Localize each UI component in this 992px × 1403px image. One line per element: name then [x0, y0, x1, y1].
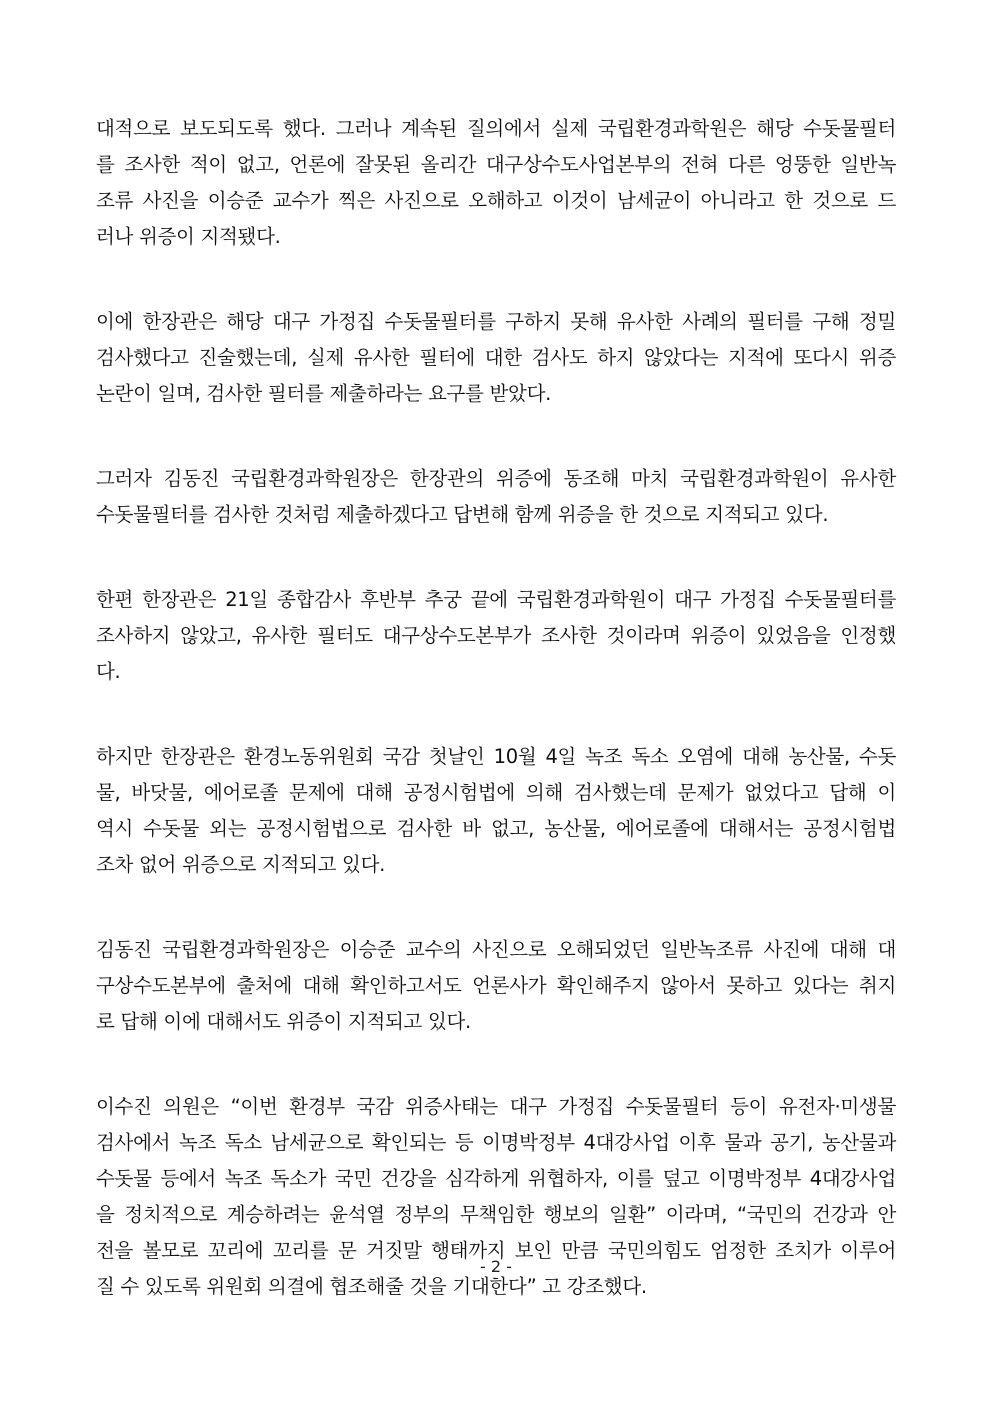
text-line: 검사했다고 진술했는데, 실제 유사한 필터에 대한 검사도 하지 않았다는 지적에 또다시 위증 [96, 346, 896, 369]
text-line: 구상수도본부에 출처에 대해 확인하고서도 언론사가 확인해주지 않아서 못하고 있다는 취지 [96, 974, 896, 997]
text-line: 질 수 있도록 위원회 의결에 협조해줄 것을 기대한다” 고 강조했다. [96, 1275, 647, 1298]
text-line: 하지만 한장관은 환경노동위원회 국감 첫날인 10월 4일 녹조 독소 오염에 대해 농산물, 수돗 [96, 745, 896, 768]
text-line: 검사에서 녹조 독소 남세균으로 확인되는 등 이명박정부 4대강사업 이후 물과 공기, 농산물과 [96, 1131, 896, 1154]
text-line: 을 정치적으로 계승하려는 윤석열 정부의 무책임한 행보의 일환” 이라며, “국민의 건강과 안 [96, 1203, 896, 1226]
text-line: 수돗물 등에서 녹조 독소가 국민 건강을 심각하게 위협하자, 이를 덮고 이명박정부 4대강사업 [96, 1167, 896, 1190]
text-line: 전을 볼모로 꼬리에 꼬리를 문 거짓말 행태까지 보인 만큼 국민의힘도 엄정한 조치가 이루어 [96, 1239, 896, 1262]
text-line: 대적으로 보도되도록 했다. 그러나 계속된 질의에서 실제 국립환경과학원은 해당 수돗물필터 [96, 117, 896, 140]
text-line: 수돗물필터를 검사한 것처럼 제출하겠다고 답변해 함께 위증을 한 것으로 지적되고 있다. [96, 503, 829, 526]
text-line: 김동진 국립환경과학원장은 이승준 교수의 사진으로 오해되었던 일반녹조류 사진에 대해 대 [96, 938, 896, 961]
text-line: 다. [96, 660, 121, 683]
text-line: 러나 위증이 지적됐다. [96, 225, 281, 248]
text-line: 조차 없어 위증으로 지적되고 있다. [96, 853, 386, 876]
body-text [96, 111, 896, 1354]
text-line: 한편 한장관은 21일 종합감사 후반부 추궁 끝에 국립환경과학원이 대구 가정집 수돗물필터를 [96, 588, 896, 611]
paragraph [96, 461, 896, 533]
text-line: 를 조사한 적이 없고, 언론에 잘못된 올리간 대구상수도사업본부의 전혀 다른 엉뚱한 일반녹 [96, 153, 896, 176]
paragraph [96, 111, 896, 255]
paragraph [96, 932, 896, 1040]
text-line: 그러자 김동진 국립환경과학원장은 한장관의 위증에 동조해 마치 국립환경과학원이 유사한 [96, 467, 896, 490]
paragraph [96, 739, 896, 883]
text-line: 조사하지 않았고, 유사한 필터도 대구상수도본부가 조사한 것이라며 위증이 있었음을 인정했 [96, 624, 896, 647]
text-line: 물, 바닷물, 에어로졸 문제에 대해 공정시험법에 의해 검사했는데 문제가 없었다고 답해 이 [96, 781, 896, 804]
paragraph [96, 582, 896, 690]
text-line: 로 답해 이에 대해서도 위증이 지적되고 있다. [96, 1010, 471, 1033]
text-line: 역시 수돗물 외는 공정시험법으로 검사한 바 없고, 농산물, 에어로졸에 대해서는 공정시험법 [96, 817, 896, 840]
paragraph [96, 304, 896, 412]
text-line: 이수진 의원은 “이번 환경부 국감 위증사태는 대구 가정집 수돗물필터 등이 유전자·미생물 [96, 1095, 896, 1118]
text-line: 조류 사진을 이승준 교수가 찍은 사진으로 오해하고 이것이 남세균이 아니라고 한 것으로 드 [96, 189, 896, 212]
text-line: 이에 한장관은 해당 대구 가정집 수돗물필터를 구하지 못해 유사한 사례의 필터를 구해 정밀 [96, 310, 896, 333]
page-number: - 2 - [480, 1257, 512, 1276]
text-line: 논란이 일며, 검사한 필터를 제출하라는 요구를 받았다. [96, 382, 552, 405]
